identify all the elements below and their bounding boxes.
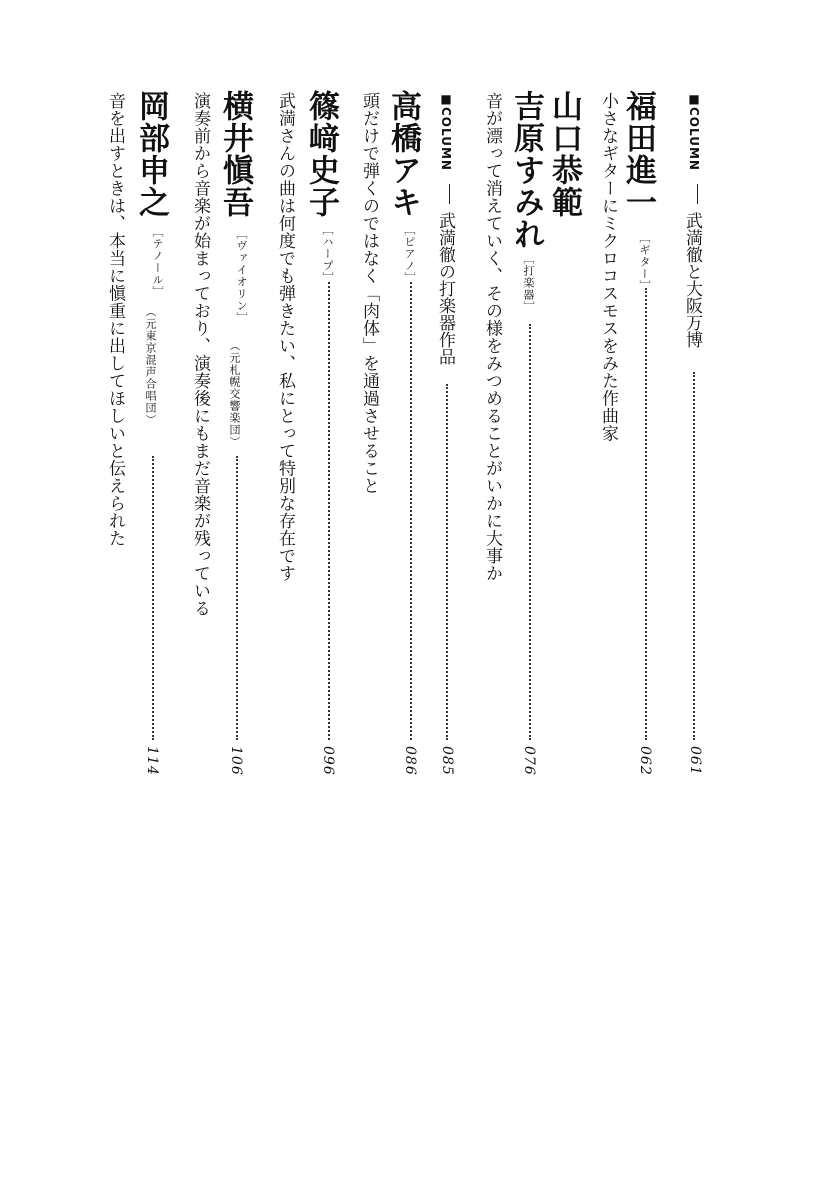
performer-name: 吉原すみれ (508, 90, 544, 250)
affiliation-label: （元札幌交響楽団） (228, 340, 241, 448)
instrument-label: ［テノール］ (151, 226, 164, 298)
instrument-label: ［ハープ］ (321, 224, 334, 284)
leader-dots (152, 456, 156, 740)
interview-title: 武満さんの曲は何度でも弾きたい、私にとって特別な存在です (275, 92, 295, 582)
performer-name: 岡部申之 (133, 90, 169, 218)
column-title: 武満徹と大阪万博 (682, 212, 702, 348)
leader-dots (410, 282, 414, 740)
instrument-label: ［ギター］ (638, 232, 651, 292)
column-label: ■COLUMN (439, 92, 453, 171)
interview-title: 音を出すときは、本当に愼重に出してほしいと伝えられた (105, 92, 125, 547)
instrument-label: ［ピアノ］ (403, 224, 416, 284)
instrument-label: ［打楽器］ (522, 253, 535, 313)
leader-dots (529, 324, 533, 740)
leader-dots (446, 384, 450, 740)
performer-name: 山口恭範 (546, 90, 582, 218)
interview-title: 演奏前から音楽が始まっており、演奏後にもまだ音楽が残っている (190, 92, 210, 617)
interview-title: 音が漂って消えていく、その様をみつめることがいかに大事か (482, 92, 502, 582)
leader-dots (645, 288, 649, 740)
page-number[interactable]: 106 (228, 746, 244, 776)
column-dash (697, 184, 698, 204)
column-label: ■COLUMN (687, 92, 701, 171)
page-number[interactable]: 096 (320, 746, 336, 776)
page-number[interactable]: 061 (687, 746, 703, 776)
leader-dots (693, 372, 697, 740)
affiliation-label: （元東京混声合唱団） (144, 306, 157, 426)
column-dash (449, 184, 450, 204)
instrument-label: ［ヴァイオリン］ (235, 228, 248, 324)
performer-name: 高橋アキ (385, 90, 421, 218)
page-number[interactable]: 085 (439, 746, 455, 776)
performer-name: 篠﨑史子 (303, 90, 339, 218)
page-number[interactable]: 062 (637, 746, 653, 776)
performer-name: 横井愼吾 (217, 90, 253, 218)
page-number[interactable]: 114 (144, 746, 160, 776)
column-title: 武満徹の打楽器作品 (435, 212, 455, 365)
interview-title: 小さなギターにミクロコスモスをみた作曲家 (598, 92, 618, 442)
page-number[interactable]: 086 (402, 746, 418, 776)
leader-dots (328, 282, 332, 740)
page-number[interactable]: 076 (521, 746, 537, 776)
performer-name: 福田進一 (620, 90, 656, 218)
interview-title: 頭だけで弾くのではなく「肉体」を通過させること (359, 92, 379, 495)
leader-dots (236, 456, 240, 740)
